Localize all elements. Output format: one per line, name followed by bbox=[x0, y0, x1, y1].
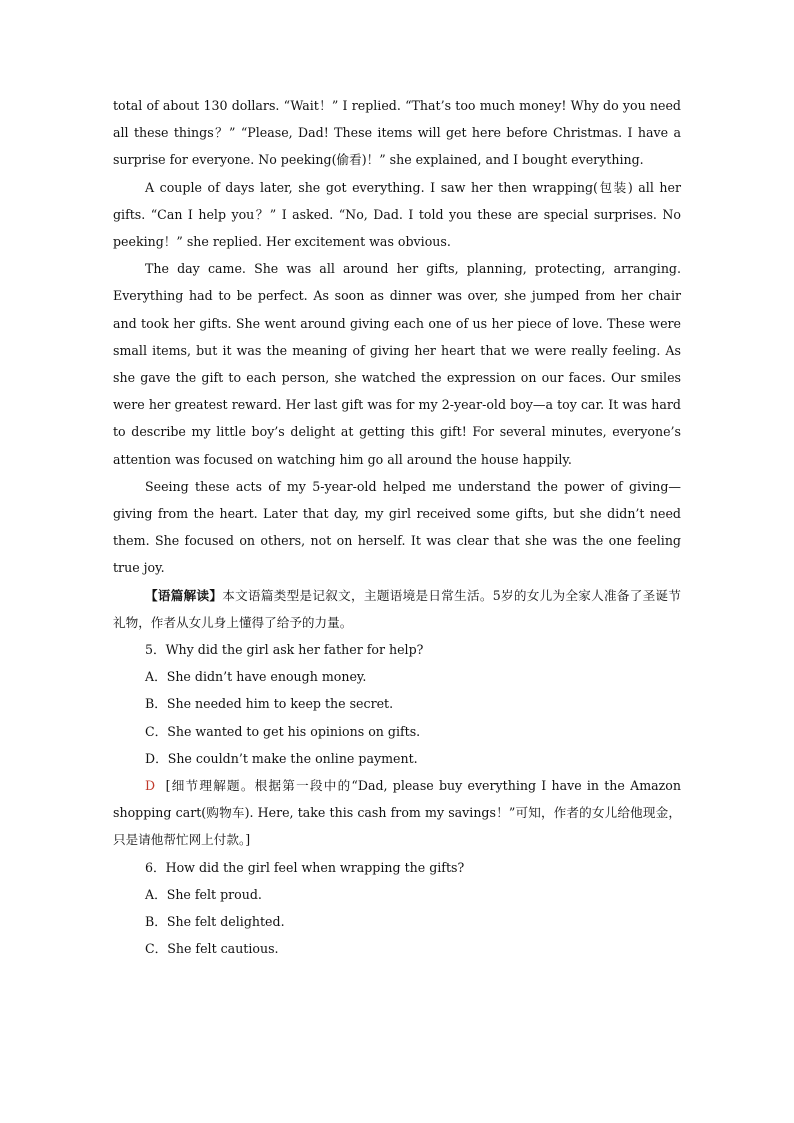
answer-explanation: [细节理解题。根据第一段中的“Dad, please buy everything I have in the Amazon shopping cart(购物车). Here, take this cash from my savings！”可知，作者的女儿给他现金，只是请他帮忙网上付款。] bbox=[113, 778, 681, 848]
question-5-option-a: A．She didn’t have enough money. bbox=[145, 669, 367, 685]
document-page bbox=[113, 92, 681, 963]
passage-paragraph-1: total of about 130 dollars. “Wait！” I replied. “That’s too much money! Why do you need all these things？” “Please, Dad! These items will get here before Christmas. I have a surprise for everyone. No peeking(偷看)！” she explained, and I bought everything. bbox=[113, 98, 681, 168]
question-5-option-b: B．She needed him to keep the secret. bbox=[145, 696, 394, 712]
question-6-option-a: A．She felt proud. bbox=[145, 886, 262, 902]
question-5-option-c: C．She wanted to get his opinions on gifts. bbox=[145, 723, 421, 739]
passage-paragraph-2: A couple of days later, she got everything. I saw her then wrapping(包装) all her gifts. “Can I help you？” I asked. “No, Dad. I told you these are special surprises. No peeking！” she replied. Her excitement was obvious. bbox=[113, 179, 681, 250]
discourse-analysis bbox=[113, 582, 681, 636]
question-5-stem: 5．Why did the girl ask her father for help? bbox=[145, 642, 424, 658]
passage-paragraph-4: Seeing these acts of my 5-year-old helped me understand the power of giving—giving from the heart. Later that day, my girl received some gifts, but she didn’t need them. She focused on others, not on herself. It was clear that she was the one feeling true joy. bbox=[113, 478, 681, 576]
analysis-text: 本文语篇类型是记叙文，主题语境是日常生活。5岁的女儿为全家人准备了圣诞节礼物，作者从女儿身上懂得了给予的力量。 bbox=[113, 587, 682, 630]
question-6-option-b: B．She felt delighted. bbox=[145, 914, 285, 930]
passage-paragraph-3: The day came. She was all around her gifts, planning, protecting, arranging. Everything had to be perfect. As soon as dinner was over, she jumped from her chair and took her gifts. She went around giving each one of us her piece of love. These were small items, but it was the meaning of giving her heart that we were really feeling. As she gave the gift to each person, she watched the expression on our faces. Our smiles were her greatest reward. Her last gift was for my 2-year-old boy—a toy car. It was hard to describe my little boy’s delight at getting this gift! For several minutes, everyone’s attention was focused on watching him go all around the house happily. bbox=[113, 261, 681, 467]
question-6-option-c: C．She felt cautious. bbox=[145, 941, 279, 957]
question-6-stem: 6．How did the girl feel when wrapping the gifts? bbox=[145, 859, 465, 875]
analysis-tag: 【语篇解读】 bbox=[145, 587, 223, 603]
question-5-answer bbox=[113, 772, 681, 854]
answer-letter: D bbox=[145, 778, 156, 794]
question-5-option-d: D．She couldn’t make the online payment. bbox=[145, 750, 418, 766]
